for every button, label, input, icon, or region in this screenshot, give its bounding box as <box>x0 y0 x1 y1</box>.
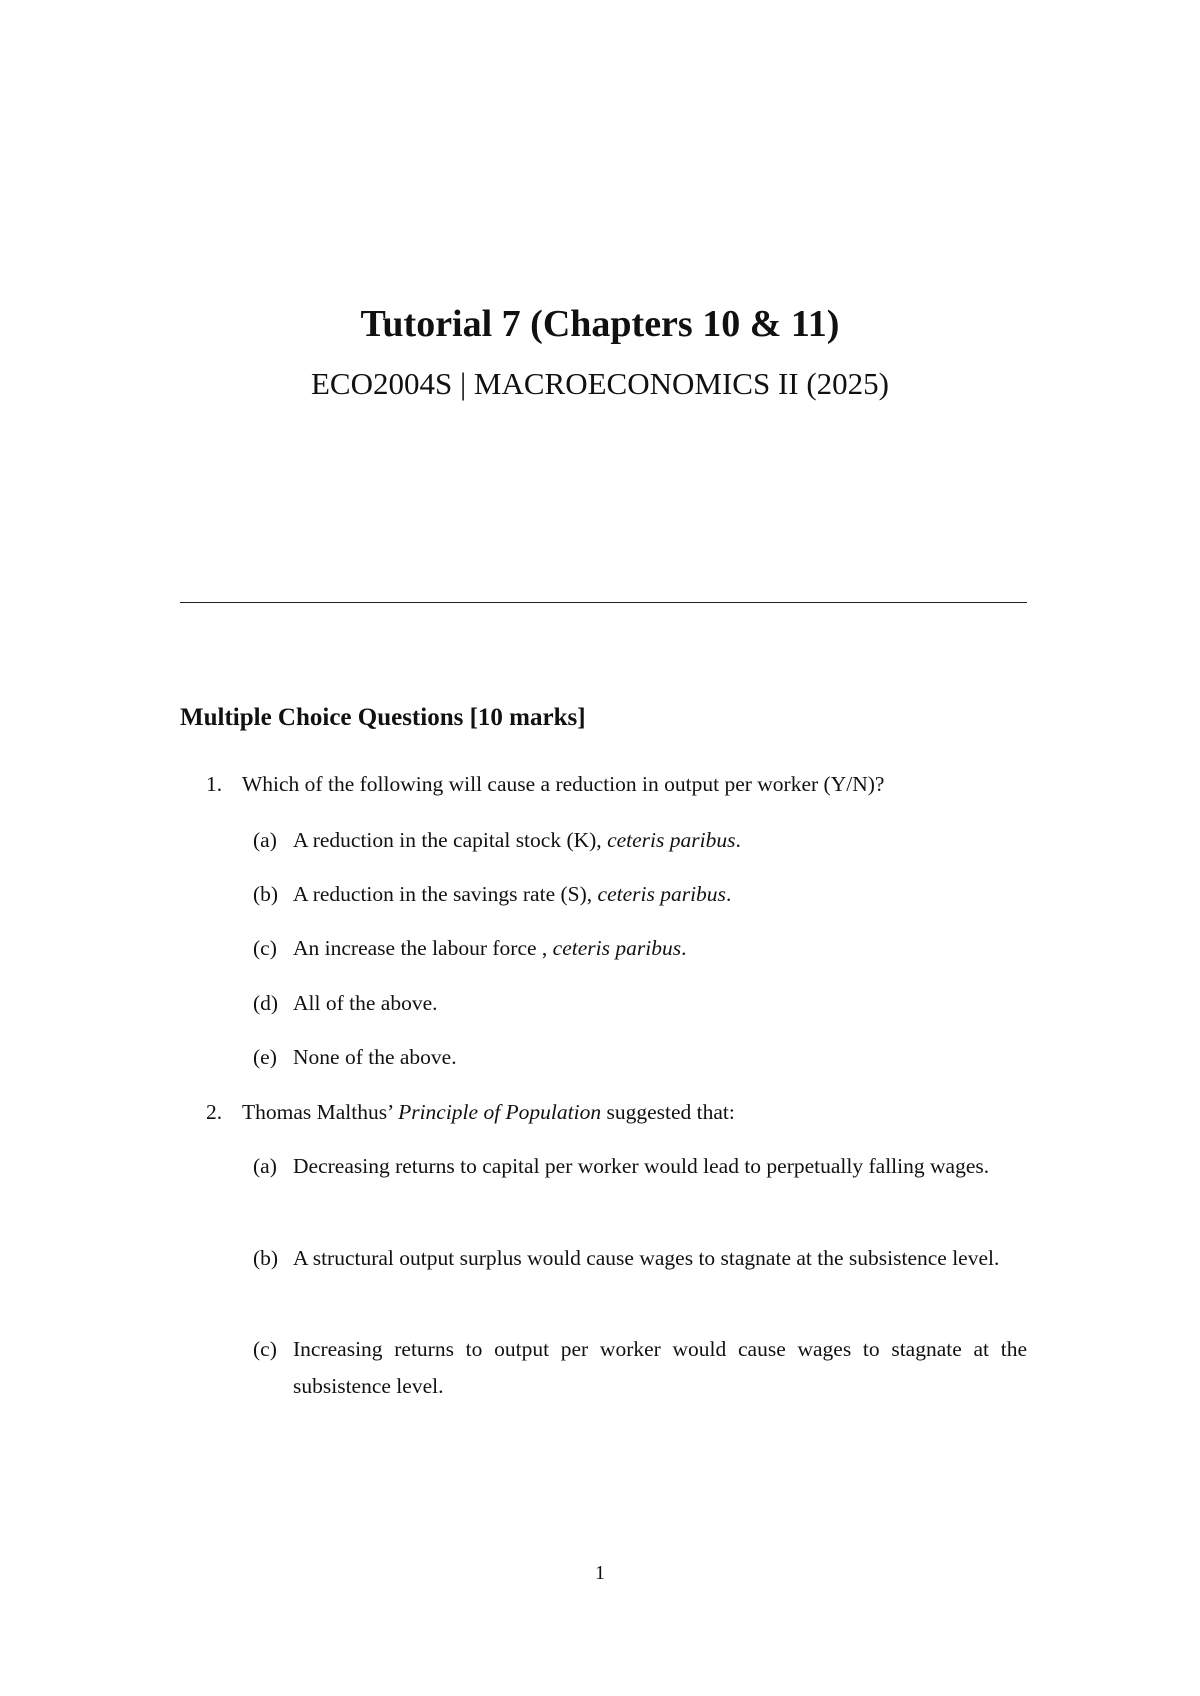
question-number: 1. <box>206 772 223 796</box>
option-letter: (a) <box>253 828 277 852</box>
question-number: 2. <box>206 1100 223 1124</box>
option-letter: (b) <box>253 882 279 906</box>
option-letter: (c) <box>253 1337 277 1361</box>
horizontal-divider <box>180 602 1027 603</box>
option-letter: (b) <box>253 1246 279 1270</box>
option-text: An increase the labour force , ceteris paribus. <box>293 936 687 960</box>
option-letter: (e) <box>253 1045 277 1069</box>
option-text: All of the above. <box>293 991 438 1015</box>
option-letter: (c) <box>253 936 277 960</box>
section-heading: Multiple Choice Questions [10 marks] <box>180 704 586 731</box>
option-text: A reduction in the capital stock (K), ceteris paribus. <box>293 828 741 852</box>
option-letter: (d) <box>253 991 279 1015</box>
option-text: Increasing returns to output per worker would cause wages to stagnate at the subsistence level. <box>293 1337 1027 1398</box>
page-title: Tutorial 7 (Chapters 10 & 11) <box>360 303 840 345</box>
question-text: Thomas Malthus’ Principle of Population suggested that: <box>242 1100 735 1124</box>
option-letter: (a) <box>253 1154 277 1178</box>
option-text: None of the above. <box>293 1045 457 1069</box>
option-text: A structural output surplus would cause wages to stagnate at the subsistence level. <box>293 1246 1000 1270</box>
page-number: 1 <box>595 1562 605 1584</box>
question-text: Which of the following will cause a reduction in output per worker (Y/N)? <box>242 772 885 796</box>
option-text: A reduction in the savings rate (S), ceteris paribus. <box>293 882 732 906</box>
option-text: Decreasing returns to capital per worker would lead to perpetually falling wages. <box>293 1154 990 1178</box>
course-subtitle: ECO2004S | MACROECONOMICS II (2025) <box>310 366 889 401</box>
